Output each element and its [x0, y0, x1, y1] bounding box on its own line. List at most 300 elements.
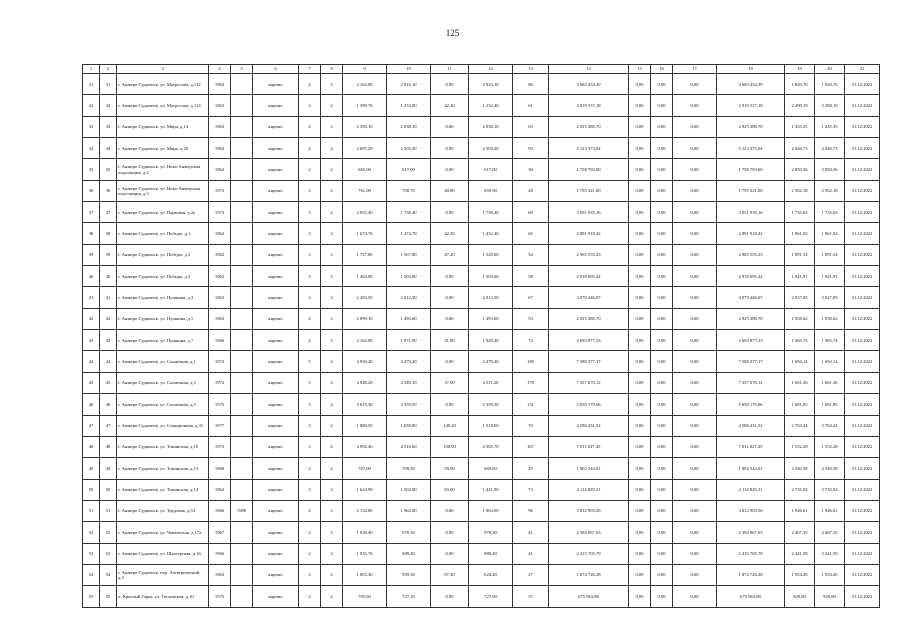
- table-cell: 4: [299, 74, 321, 95]
- table-cell: 2: [299, 458, 321, 479]
- table-cell: 70: [513, 415, 549, 436]
- table-cell: 0,00: [629, 287, 651, 308]
- table-cell: 1963: [209, 287, 231, 308]
- table-cell: 0,00: [651, 564, 673, 585]
- table-cell: 1 624,90: [343, 479, 387, 500]
- table-cell: 41: [83, 287, 100, 308]
- table-cell: 2 919 537,18: [549, 95, 629, 116]
- table-cell: 38: [83, 223, 100, 244]
- table-cell: 2 918 695,44: [717, 266, 785, 287]
- table-cell: 727,00: [469, 586, 513, 607]
- table-cell: 3 615,30: [343, 394, 387, 415]
- table-cell: 0,00: [673, 180, 717, 201]
- table-cell: 31.12.2022: [845, 287, 880, 308]
- table-cell: 1975: [209, 394, 231, 415]
- table-cell: 3 683 454,39: [717, 74, 785, 95]
- table-cell: 2 693 877,23: [717, 330, 785, 351]
- table-cell: 49: [83, 458, 100, 479]
- column-header: 3: [117, 65, 209, 74]
- table-cell: кирпич: [253, 351, 299, 372]
- table-cell: 0,00: [431, 500, 469, 521]
- table-cell: г. Анжеро-Судженск, ул. Мира, д.26: [117, 138, 209, 159]
- table-cell: г. Анжеро-Судженск, ул. Пушкина, д.5: [117, 308, 209, 329]
- table-cell: 38: [100, 223, 117, 244]
- table-cell: 0,00: [431, 159, 469, 180]
- table-cell: 0,00: [673, 74, 717, 95]
- table-cell: 0,00: [431, 394, 469, 415]
- table-cell: 0,00: [673, 436, 717, 457]
- table-cell: 28: [513, 180, 549, 201]
- table-cell: 2: [321, 586, 343, 607]
- table-cell: 2 925 380,70: [549, 116, 629, 137]
- table-cell: 0,00: [651, 415, 673, 436]
- column-header: 21: [845, 65, 880, 74]
- table-cell: 0,00: [431, 522, 469, 543]
- table-cell: 0,00: [629, 436, 651, 457]
- table-cell: 0,00: [651, 287, 673, 308]
- table-cell: 3: [321, 74, 343, 95]
- table-row: [83, 266, 880, 287]
- table-cell: 0,00: [629, 244, 651, 265]
- table-cell: 2 467,35: [815, 522, 845, 543]
- table-cell: 32: [83, 95, 100, 116]
- table-cell: 31.12.2022: [845, 266, 880, 287]
- table-cell: [231, 458, 253, 479]
- table-row: [83, 116, 880, 137]
- column-header: 11: [431, 65, 469, 74]
- table-cell: 1 463,00: [343, 266, 387, 287]
- table-cell: 700,70: [387, 180, 431, 201]
- table-cell: [231, 244, 253, 265]
- table-cell: 6: [321, 436, 343, 457]
- table-cell: 1973: [209, 436, 231, 457]
- table-cell: 7 011 027,45: [717, 436, 785, 457]
- table-cell: 32: [100, 95, 117, 116]
- table-row: [83, 244, 880, 265]
- table-cell: 45: [100, 372, 117, 393]
- table-cell: 0,00: [673, 330, 717, 351]
- table-cell: 51: [100, 500, 117, 521]
- table-cell: 3: [321, 522, 343, 543]
- table-cell: 52: [83, 522, 100, 543]
- table-cell: 1 941,91: [785, 266, 815, 287]
- table-cell: 47: [100, 415, 117, 436]
- table-cell: 2 023,10: [469, 74, 513, 95]
- table-cell: 1968: [209, 458, 231, 479]
- table-cell: 37: [100, 202, 117, 223]
- table-cell: кирпич: [253, 74, 299, 95]
- table-cell: 31.12.2022: [845, 202, 880, 223]
- table-cell: кирпич: [253, 244, 299, 265]
- table-cell: кирпич: [253, 372, 299, 393]
- table-cell: 1975: [209, 586, 231, 607]
- column-header: 9: [343, 65, 387, 74]
- table-cell: 1 874 726,28: [717, 564, 785, 585]
- table-row: [83, 95, 880, 116]
- column-header: 14: [549, 65, 629, 74]
- table-cell: [231, 522, 253, 543]
- table-cell: кирпич: [253, 266, 299, 287]
- table-cell: 727,10: [387, 586, 431, 607]
- table-cell: 1973: [209, 180, 231, 201]
- table-cell: 54: [83, 564, 100, 585]
- table-cell: 1 681,85: [785, 394, 815, 415]
- table-cell: 29: [513, 458, 549, 479]
- table-cell: 1 958,62: [785, 308, 815, 329]
- table-cell: 0,00: [629, 330, 651, 351]
- table-cell: 3 812 903,56: [717, 500, 785, 521]
- table-cell: 50: [100, 479, 117, 500]
- column-header: 17: [673, 65, 717, 74]
- table-cell: кирпич: [253, 479, 299, 500]
- table-cell: 1 694,14: [815, 351, 845, 372]
- table-cell: [231, 330, 253, 351]
- table-cell: 2: [321, 415, 343, 436]
- table-cell: 2 203,50: [343, 287, 387, 308]
- table-cell: 140,20: [431, 415, 469, 436]
- table-cell: 5 123 373,04: [549, 138, 629, 159]
- table-cell: 4: [299, 95, 321, 116]
- table-cell: 4 586 431,52: [717, 415, 785, 436]
- table-cell: 2 925 380,70: [717, 116, 785, 137]
- table-cell: 2 415 705,79: [717, 543, 785, 564]
- table-cell: 2: [299, 180, 321, 201]
- table-cell: 5: [299, 351, 321, 372]
- table-cell: 4 516,60: [387, 436, 431, 457]
- table-cell: 43: [83, 330, 100, 351]
- table-cell: 4: [299, 116, 321, 137]
- table-cell: 4 079 446,07: [549, 287, 629, 308]
- table-cell: 3: [321, 244, 343, 265]
- table-cell: 2 290,19: [785, 95, 815, 116]
- table-cell: 0,00: [651, 479, 673, 500]
- table-cell: 1 661,36: [815, 372, 845, 393]
- table-cell: 0,00: [629, 308, 651, 329]
- table-cell: 2: [299, 522, 321, 543]
- table-cell: 1963: [209, 116, 231, 137]
- table-cell: 3: [321, 266, 343, 287]
- table-cell: 46: [83, 394, 100, 415]
- table-cell: 1 518,60: [469, 415, 513, 436]
- table-cell: [231, 415, 253, 436]
- table-cell: 37: [513, 586, 549, 607]
- table-cell: 31.12.2022: [845, 394, 880, 415]
- table-cell: 0,00: [651, 138, 673, 159]
- table-cell: 63: [513, 116, 549, 137]
- table-cell: 0,00: [651, 266, 673, 287]
- table-cell: 1 232,40: [469, 95, 513, 116]
- table-cell: 180: [513, 351, 549, 372]
- table-cell: 4 479,20: [387, 351, 431, 372]
- table-cell: 41: [513, 543, 549, 564]
- table-cell: 1 964,00: [387, 500, 431, 521]
- table-cell: 131: [513, 394, 549, 415]
- table-cell: 1 941,91: [815, 266, 845, 287]
- table-cell: [231, 266, 253, 287]
- table-cell: 5 650 179,06: [717, 394, 785, 415]
- table-cell: г. Анжеро-Судженск, ул. Солнечная, д.1: [117, 351, 209, 372]
- table-cell: 1 552,28: [785, 436, 815, 457]
- table-cell: кирпич: [253, 415, 299, 436]
- table-cell: кирпич: [253, 522, 299, 543]
- table-cell: 4 992,40: [343, 436, 387, 457]
- table-cell: 0,00: [673, 372, 717, 393]
- table-cell: [231, 436, 253, 457]
- table-cell: 1 421,90: [469, 479, 513, 500]
- table-cell: кирпич: [253, 564, 299, 585]
- table-cell: 2 918 695,44: [549, 266, 629, 287]
- table-cell: 1 674,70: [343, 223, 387, 244]
- table-cell: 0,00: [629, 586, 651, 607]
- table-cell: 0,00: [673, 415, 717, 436]
- table-cell: 1 503,00: [387, 266, 431, 287]
- table-cell: 617,00: [469, 159, 513, 180]
- table-cell: 1 891,54: [815, 244, 845, 265]
- table-cell: 31: [100, 74, 117, 95]
- table-cell: 150,90: [431, 436, 469, 457]
- table-cell: 1962: [209, 266, 231, 287]
- table-cell: 1 820,70: [815, 74, 845, 95]
- table-cell: 0,00: [629, 95, 651, 116]
- table-row: [83, 564, 880, 585]
- table-cell: 0,00: [651, 351, 673, 372]
- table-cell: 617,00: [387, 159, 431, 180]
- table-cell: 4 586 431,52: [549, 415, 629, 436]
- table-cell: 45: [83, 372, 100, 393]
- table-cell: 1 735,63: [815, 202, 845, 223]
- table-cell: 0,00: [651, 159, 673, 180]
- table-cell: 0,00: [651, 116, 673, 137]
- table-cell: 30: [513, 159, 549, 180]
- table-cell: г. Анжеро-Судженск, ул. Шахтерская, д.16: [117, 543, 209, 564]
- table-cell: 1 435,35: [785, 116, 815, 137]
- table-cell: 7 588 377,17: [549, 351, 629, 372]
- table-cell: 5: [299, 394, 321, 415]
- table-cell: 4: [299, 138, 321, 159]
- table-cell: 83,00: [431, 479, 469, 500]
- table-cell: 3 359,50: [469, 394, 513, 415]
- table-cell: г. Анжеро-Судженск, ул. Победы, д.2: [117, 244, 209, 265]
- table-cell: 1 820,70: [785, 74, 815, 95]
- table-cell: 1 432,40: [469, 223, 513, 244]
- table-cell: 2 441,59: [815, 543, 845, 564]
- table-cell: 0,00: [651, 372, 673, 393]
- table-cell: 1 681,85: [815, 394, 845, 415]
- table-cell: кирпич: [253, 138, 299, 159]
- table-cell: 4: [299, 500, 321, 521]
- table-cell: 929,80: [815, 586, 845, 607]
- column-header: 20: [815, 65, 845, 74]
- table-cell: 39,90: [431, 458, 469, 479]
- table-cell: 1986: [231, 500, 253, 521]
- column-header: 1: [83, 65, 100, 74]
- table-cell: г. Анжеро-Судженск, ул. Солнечная, д.3: [117, 372, 209, 393]
- table-cell: [231, 351, 253, 372]
- table-row: [83, 287, 880, 308]
- table-cell: 1 474,70: [387, 223, 431, 244]
- table-cell: 2 735,02: [785, 479, 815, 500]
- table-cell: 0,00: [673, 244, 717, 265]
- column-header: 13: [513, 65, 549, 74]
- table-cell: 0,00: [673, 479, 717, 500]
- table-cell: 1 035,70: [343, 543, 387, 564]
- table-cell: 0,00: [629, 351, 651, 372]
- table-cell: г. Анжеро-Судженск, ул. Солнечная, д.5: [117, 394, 209, 415]
- table-cell: 1963: [209, 138, 231, 159]
- table-cell: кирпич: [253, 223, 299, 244]
- table-cell: 40: [83, 266, 100, 287]
- table-cell: 69: [513, 202, 549, 223]
- table-cell: 0,00: [673, 458, 717, 479]
- table-cell: [231, 543, 253, 564]
- table-cell: 4 079 446,07: [717, 287, 785, 308]
- table-cell: 7 588 377,17: [717, 351, 785, 372]
- table-cell: 4 365,70: [469, 436, 513, 457]
- table-cell: 767,00: [343, 458, 387, 479]
- table-cell: 2 850,56: [815, 159, 845, 180]
- table-cell: 795,60: [343, 586, 387, 607]
- table-cell: 0,00: [651, 458, 673, 479]
- table-cell: 31.12.2022: [845, 95, 880, 116]
- table-cell: кирпич: [253, 458, 299, 479]
- table-cell: 0,00: [673, 586, 717, 607]
- table-cell: 2 012,50: [469, 287, 513, 308]
- table-cell: 3 683 454,39: [549, 74, 629, 95]
- table-cell: 1 958,62: [815, 308, 845, 329]
- table-cell: 54: [100, 564, 117, 585]
- table-row: [83, 543, 880, 564]
- table-cell: 2 394 067,63: [717, 522, 785, 543]
- table-cell: 0,00: [629, 180, 651, 201]
- table-cell: 1 735,63: [785, 202, 815, 223]
- table-cell: 2 540,58: [785, 458, 815, 479]
- table-row: [83, 159, 880, 180]
- table-cell: 2 763,24: [815, 415, 845, 436]
- table-cell: г. Анжеро-Судженск, ул. Победы, д.3: [117, 266, 209, 287]
- table-cell: [231, 564, 253, 585]
- table-cell: 52: [100, 522, 117, 543]
- table-cell: 959,30: [387, 564, 431, 585]
- table-cell: 1 874 726,28: [549, 564, 629, 585]
- table-cell: г. Анжеро-Судженск, ул. Ново-Анжерская подстанция, д.3: [117, 180, 209, 201]
- table-cell: 2 693 877,23: [549, 330, 629, 351]
- table-cell: 7 011 027,45: [549, 436, 629, 457]
- table-cell: 1 758,40: [387, 202, 431, 223]
- table-cell: 35: [83, 159, 100, 180]
- table-cell: 1962: [209, 244, 231, 265]
- table-cell: 33: [83, 116, 100, 137]
- table-cell: г. Анжеро-Судженск, ул. Томинская, д.13: [117, 458, 209, 479]
- table-cell: 0,00: [431, 351, 469, 372]
- table-cell: 0,00: [431, 202, 469, 223]
- table-cell: 2 503,20: [469, 138, 513, 159]
- table-cell: 1 795 321,60: [717, 180, 785, 201]
- table-cell: г. Анжеро-Судженск, ул. Мира, д.14: [117, 116, 209, 137]
- table-cell: 36: [83, 180, 100, 201]
- table-cell: 1974: [209, 351, 231, 372]
- table-cell: кирпич: [253, 500, 299, 521]
- table-cell: г. Анжеро-Судженск, ул. Станционная, д.31: [117, 415, 209, 436]
- table-cell: 47: [83, 415, 100, 436]
- table-cell: 31.12.2022: [845, 330, 880, 351]
- table-cell: 36: [100, 180, 117, 201]
- table-cell: 55: [100, 586, 117, 607]
- table-cell: 4: [321, 372, 343, 393]
- table-cell: 0,00: [651, 543, 673, 564]
- table-cell: 2 164,00: [343, 74, 387, 95]
- table-cell: 0,00: [431, 586, 469, 607]
- table-cell: 0,00: [629, 479, 651, 500]
- table-row: [83, 74, 880, 95]
- table-cell: 0,00: [629, 223, 651, 244]
- table-cell: 0,00: [651, 500, 673, 521]
- table-cell: 1 504,90: [387, 479, 431, 500]
- table-cell: 33: [100, 116, 117, 137]
- table-cell: 31.12.2022: [845, 458, 880, 479]
- table-cell: 970,30: [387, 522, 431, 543]
- table-cell: 31.12.2022: [845, 138, 880, 159]
- table-cell: 0,00: [431, 74, 469, 95]
- table-cell: 74: [513, 330, 549, 351]
- table-cell: 49: [100, 458, 117, 479]
- table-cell: [231, 202, 253, 223]
- column-header: 12: [469, 65, 513, 74]
- table-cell: 0,00: [673, 202, 717, 223]
- table-cell: 1 802 544,91: [549, 458, 629, 479]
- table-cell: 42,40: [431, 95, 469, 116]
- table-cell: 665,00: [343, 159, 387, 180]
- table-cell: 31.12.2022: [845, 543, 880, 564]
- table-cell: 1 658,80: [387, 415, 431, 436]
- table-cell: 1962: [209, 479, 231, 500]
- table-cell: 0,00: [431, 138, 469, 159]
- table-cell: 3: [299, 436, 321, 457]
- table-cell: 0,00: [673, 308, 717, 329]
- table-cell: 0,00: [673, 287, 717, 308]
- table-cell: 53: [513, 308, 549, 329]
- table-cell: 42: [83, 308, 100, 329]
- table-cell: 0,00: [629, 543, 651, 564]
- table-cell: 2 441,59: [785, 543, 815, 564]
- table-cell: 43: [100, 330, 117, 351]
- table-cell: 1962: [209, 159, 231, 180]
- table-cell: 2 038,10: [469, 116, 513, 137]
- table-cell: 5 650 179,06: [549, 394, 629, 415]
- table-cell: 2 925 380,70: [717, 308, 785, 329]
- table-cell: г. Анжеро-Судженск, ул. Матросова, д.114: [117, 95, 209, 116]
- table-cell: 2 099,10: [343, 308, 387, 329]
- table-cell: 31.12.2022: [845, 522, 880, 543]
- table-cell: 4: [321, 138, 343, 159]
- table-cell: 4 511,20: [469, 372, 513, 393]
- table-row: [83, 223, 880, 244]
- table-cell: 761,00: [343, 180, 387, 201]
- table-cell: 1 758 793,60: [549, 159, 629, 180]
- table-cell: [231, 180, 253, 201]
- table-cell: 7 357 670,12: [717, 372, 785, 393]
- table-cell: 0,00: [629, 266, 651, 287]
- table-cell: 0,00: [673, 159, 717, 180]
- table-cell: 1 802 544,91: [717, 458, 785, 479]
- column-header: 7: [299, 65, 321, 74]
- table-row: [83, 308, 880, 329]
- table-cell: 3: [321, 500, 343, 521]
- table-cell: 2 055,40: [343, 202, 387, 223]
- table-cell: 0,00: [629, 415, 651, 436]
- table-cell: 2: [321, 95, 343, 116]
- table-cell: 54: [513, 244, 549, 265]
- table-cell: 1 795 321,60: [549, 180, 629, 201]
